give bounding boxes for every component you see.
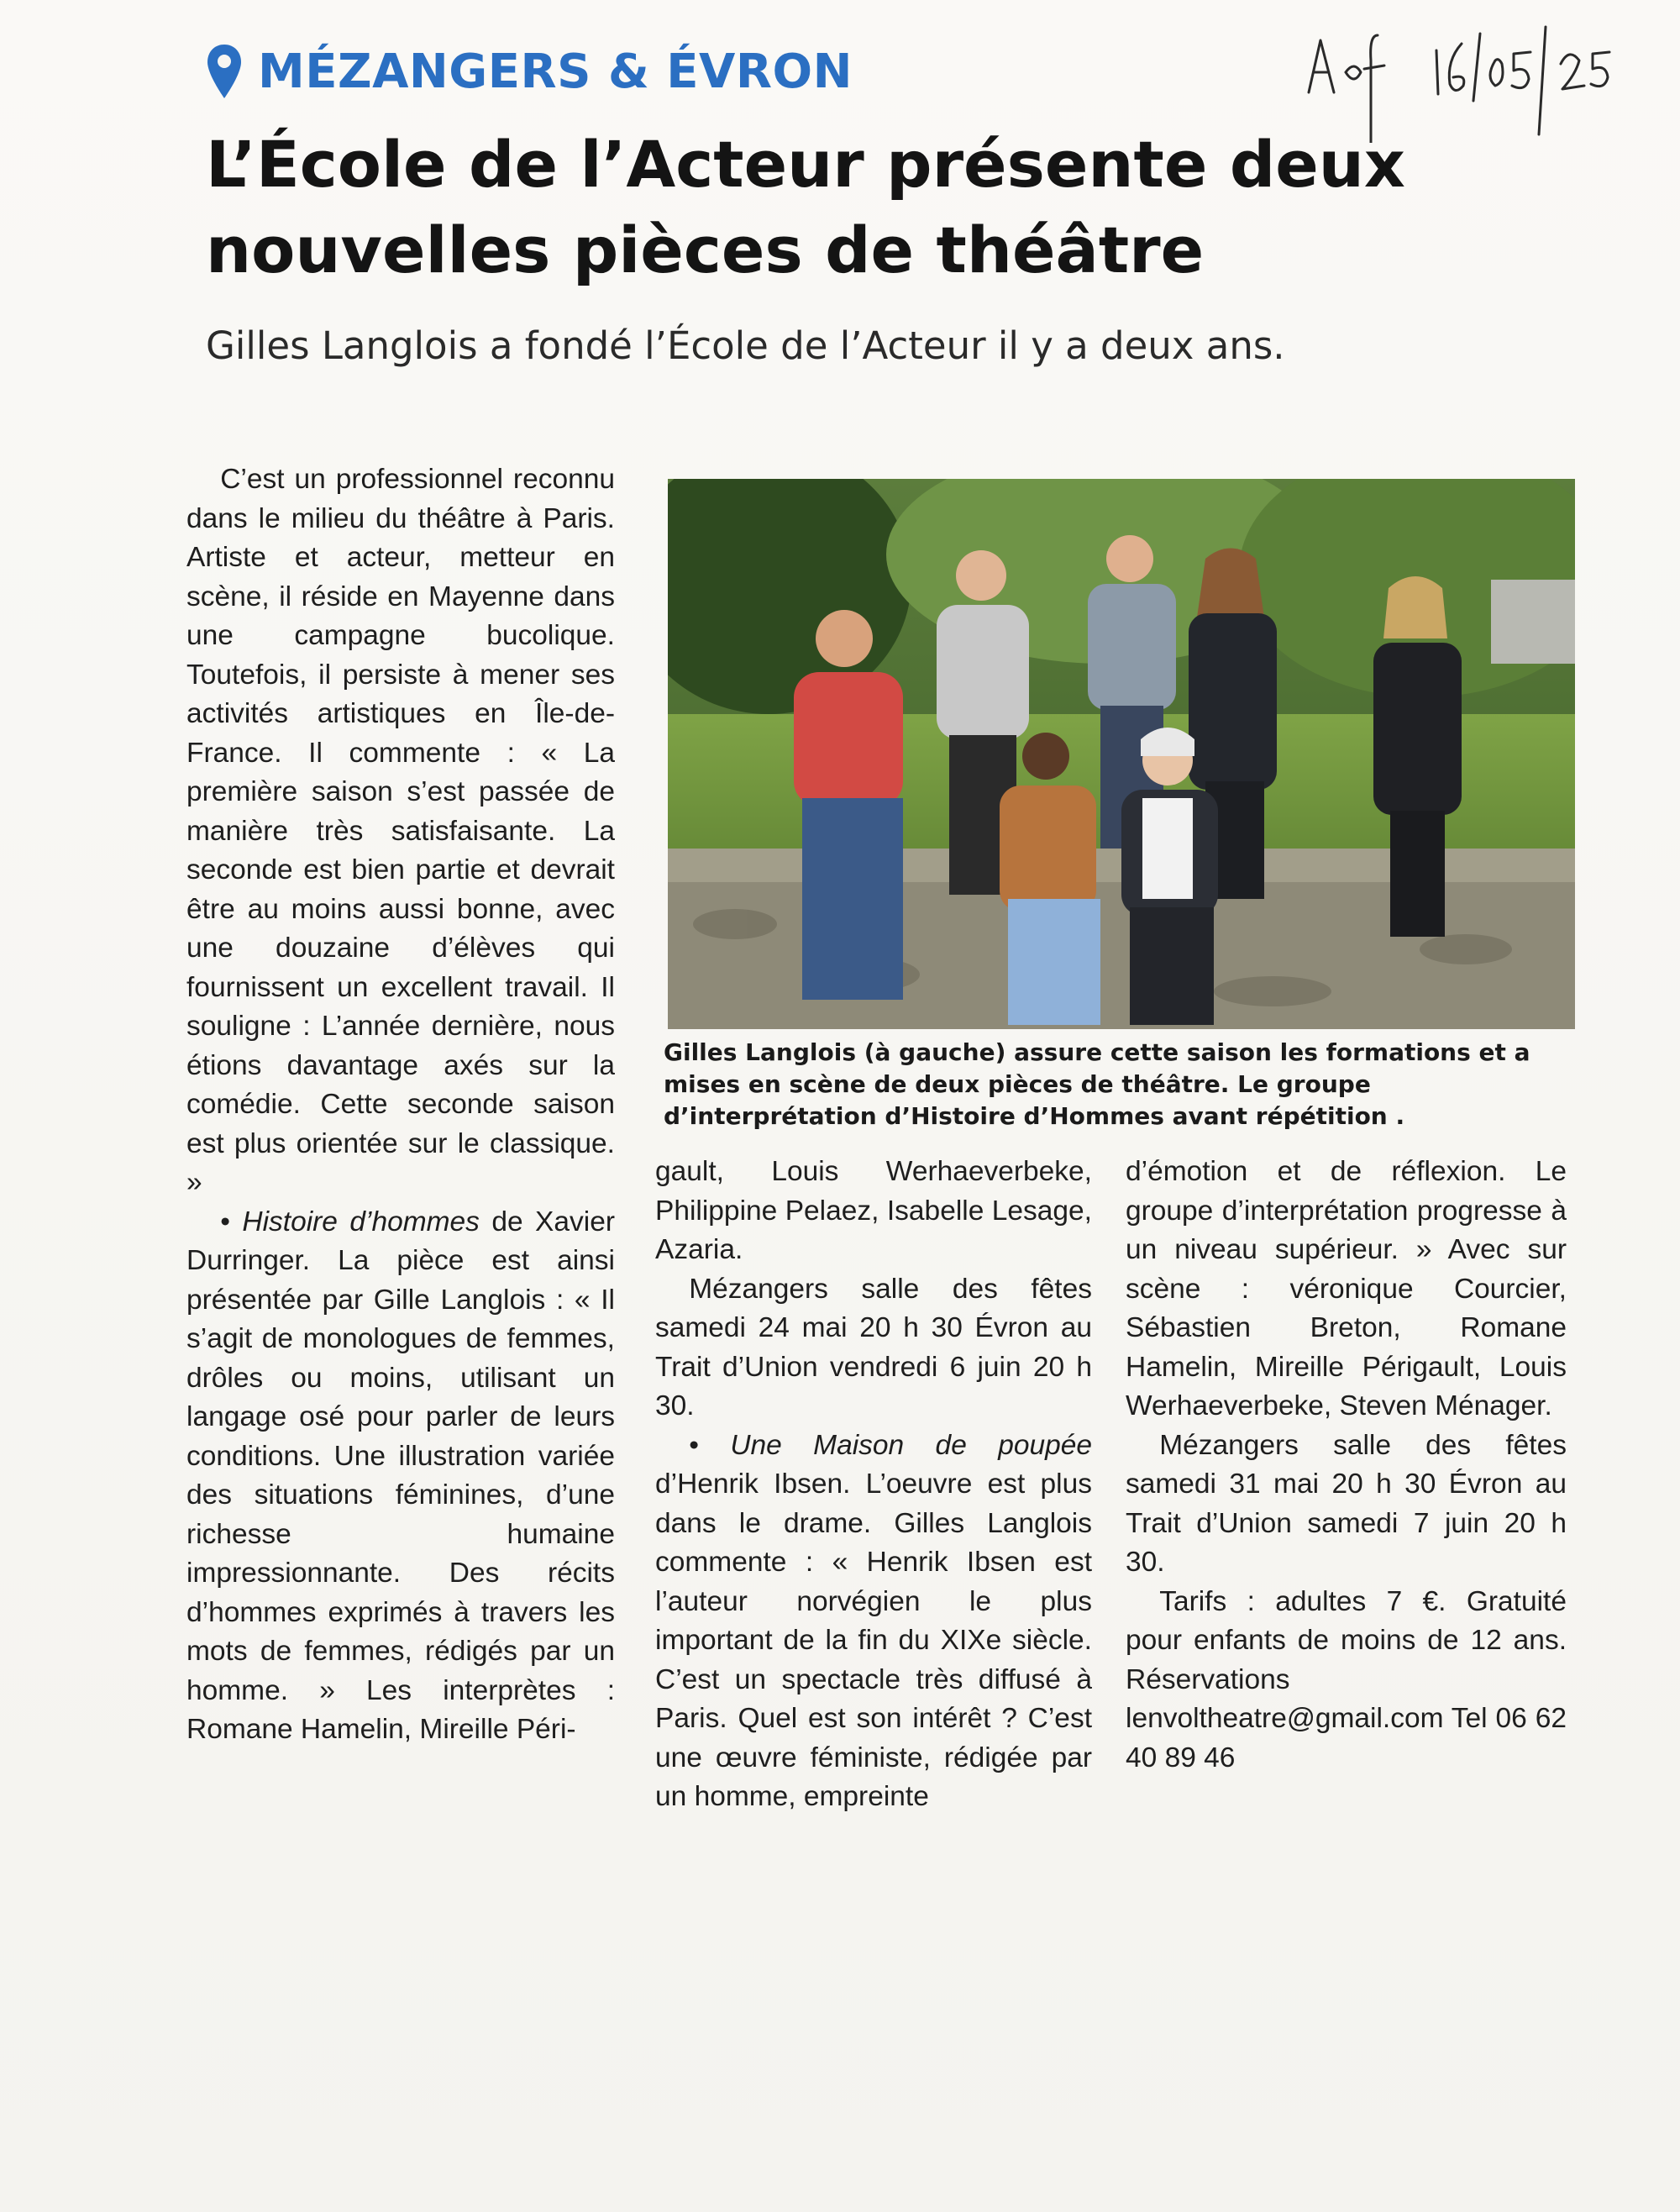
bullet: • — [689, 1429, 699, 1461]
article-column-3 — [1126, 1153, 1567, 1778]
play-title: Histoire d’hommes — [242, 1206, 480, 1237]
group-photo — [668, 479, 1575, 1029]
paragraph-text: de Xavier Durringer. La pièce est ainsi présentée par Gille Langlois : « Il s’agit de monologues de femmes, drôles ou moins, utilisant un langage osé pour parler de leurs conditions. Une illustration variée des situations féminines, d’une richesse humaine impressionnante. Des récits d’hommes exprimés à travers les mots de femmes, rédigés par un homme. » Les interprètes : Romane Hamelin, Mireille Péri- — [186, 1206, 616, 1745]
paragraph: C’est un professionnel reconnu dans le milieu du théâtre à Paris. Artiste et acteur, metteur en scène, il réside en Mayenne dans une campagne bucolique. Toutefois, il persiste à mener ses activités artistiques en Île-de-France. Il commente : « La première saison s’est passée de manière très satisfaisante. La seconde est bien partie et devrait être au moins aussi bonne, avec une douzaine d’élèves qui fournissent un excellent travail. Il souligne : L’année dernière, nous étions davantage axés sur la comédie. Cette seconde saison est plus orientée sur le classique. » — [186, 464, 615, 1198]
article-column-2 — [655, 1153, 1092, 1817]
paragraph: d’émotion et de réflexion. Le groupe d’interprétation progresse à un niveau supérieur. » Avec sur scène : véronique Courcier, Sébastien Breton, Romane Hamelin, Mireille Périgault, Louis Werhaeverbeke, Steven Ménager. — [1126, 1156, 1567, 1421]
section-location — [206, 34, 853, 109]
article-column-1 — [186, 460, 615, 1750]
paragraph — [186, 1203, 615, 1750]
paragraph: Tarifs : adultes 7 €. Gratuité pour enfants de moins de 12 ans. Réservations lenvoltheatre@gmail.com Tel 06 62 40 89 46 — [1126, 1585, 1567, 1773]
bullet: • — [220, 1206, 230, 1237]
play-title: Une Maison de poupée — [730, 1429, 1093, 1461]
paragraph: Mézangers salle des fêtes samedi 31 mai 20 h 30 Évron au Trait d’Union samedi 7 juin 20 h 30. — [1126, 1429, 1567, 1578]
paragraph — [655, 1427, 1092, 1817]
location-label: MÉZANGERS & ÉVRON — [258, 44, 853, 99]
paragraph: gault, Louis Werhaeverbeke, Philippine Pelaez, Isabelle Lesage, Azaria. — [655, 1156, 1092, 1265]
paragraph: Mézangers salle des fêtes samedi 24 mai 20 h 30 Évron au Trait d’Union vendredi 6 juin 20 h 30. — [655, 1273, 1092, 1421]
paragraph-text: d’Henrik Ibsen. L’oeuvre est plus dans le drame. Gilles Langlois commente : « Henrik Ibsen est l’auteur norvégien le plus important de la fin du XIXe siècle. C’est un spectacle très diffusé à Paris. Quel est son intérêt ? C’est une œuvre féministe, rédigée par un homme, empreinte — [655, 1469, 1092, 1812]
headline: L’École de l’Acteur présente deux nouvelles pièces de théâtre — [206, 127, 1405, 287]
location-pin-icon — [206, 43, 243, 100]
subtitle: Gilles Langlois a fondé l’École de l’Acteur il y a deux ans. — [206, 323, 1285, 368]
photo-caption: Gilles Langlois (à gauche) assure cette saison les formations et a mises en scène de deux pièces de théâtre. Le groupe d’interprétation d’Histoire d’Hommes avant répétition . — [664, 1038, 1530, 1130]
